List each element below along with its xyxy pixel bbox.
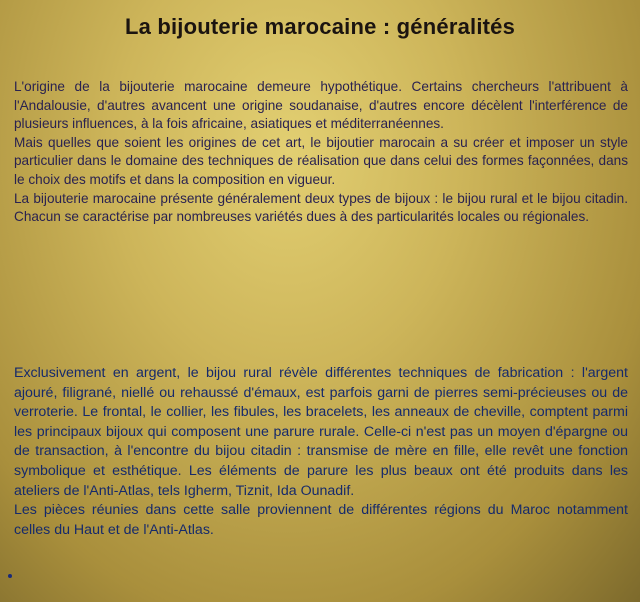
general-origins-text <box>14 78 628 227</box>
collection-paragraph: Les pièces réunies dans cette salle proviennent de différentes régions du Maroc notamment celles du Haut et de l'Anti-Atlas. <box>14 502 628 538</box>
panel-title: La bijouterie marocaine : généralités <box>124 14 516 39</box>
bullet-dot <box>8 574 12 578</box>
origins-paragraph: L'origine de la bijouterie marocaine demeure hypothétique. Certains chercheurs l'attribuent à l'Andalousie, d'autres avancent une origine soudanaise, d'autres encore décèlent l'interférence de plusieurs influences, à la fois africaine, asiatiques et méditerranéennes. <box>14 79 628 132</box>
types-paragraph: La bijouterie marocaine présente généralement deux types de bijoux : le bijou rural et le bijou citadin. Chacun se caractérise par nombreuses variétés dues à des particularités locales ou régionales. <box>14 190 628 225</box>
rural-jewelry-paragraph: Exclusivement en argent, le bijou rural révèle différentes techniques de fabrication : l'argent ajouré, filigrané, niellé ou rehaussé d'émaux, est parfois garni de pierres semi-précieuses ou de verroterie. Le frontal, le collier, les fibules, les bracelets, les anneaux de cheville, comptent parmi les principaux bijoux qui composent une parure rurale. Celle-ci n'est pas un moyen d'épargne ou de transaction, à l'encontre du bijou citadin : transmise de mère en fille, elle revêt une fonction symbolique et esthétique. Les éléments de parure les plus beaux ont été produits dans les ateliers de l'Anti-Atlas, tels Igherm, Tiznit, Ida Ounadif. <box>14 365 628 499</box>
style-paragraph: Mais quelles que soient les origines de cet art, le bijoutier marocain a su créer et imposer un style particulier dans le domaine des techniques de réalisation que dans celui des formes façonnées, dans le choix des motifs et dans la composition en vigueur. <box>14 134 628 187</box>
rural-jewelry-text <box>14 364 628 540</box>
